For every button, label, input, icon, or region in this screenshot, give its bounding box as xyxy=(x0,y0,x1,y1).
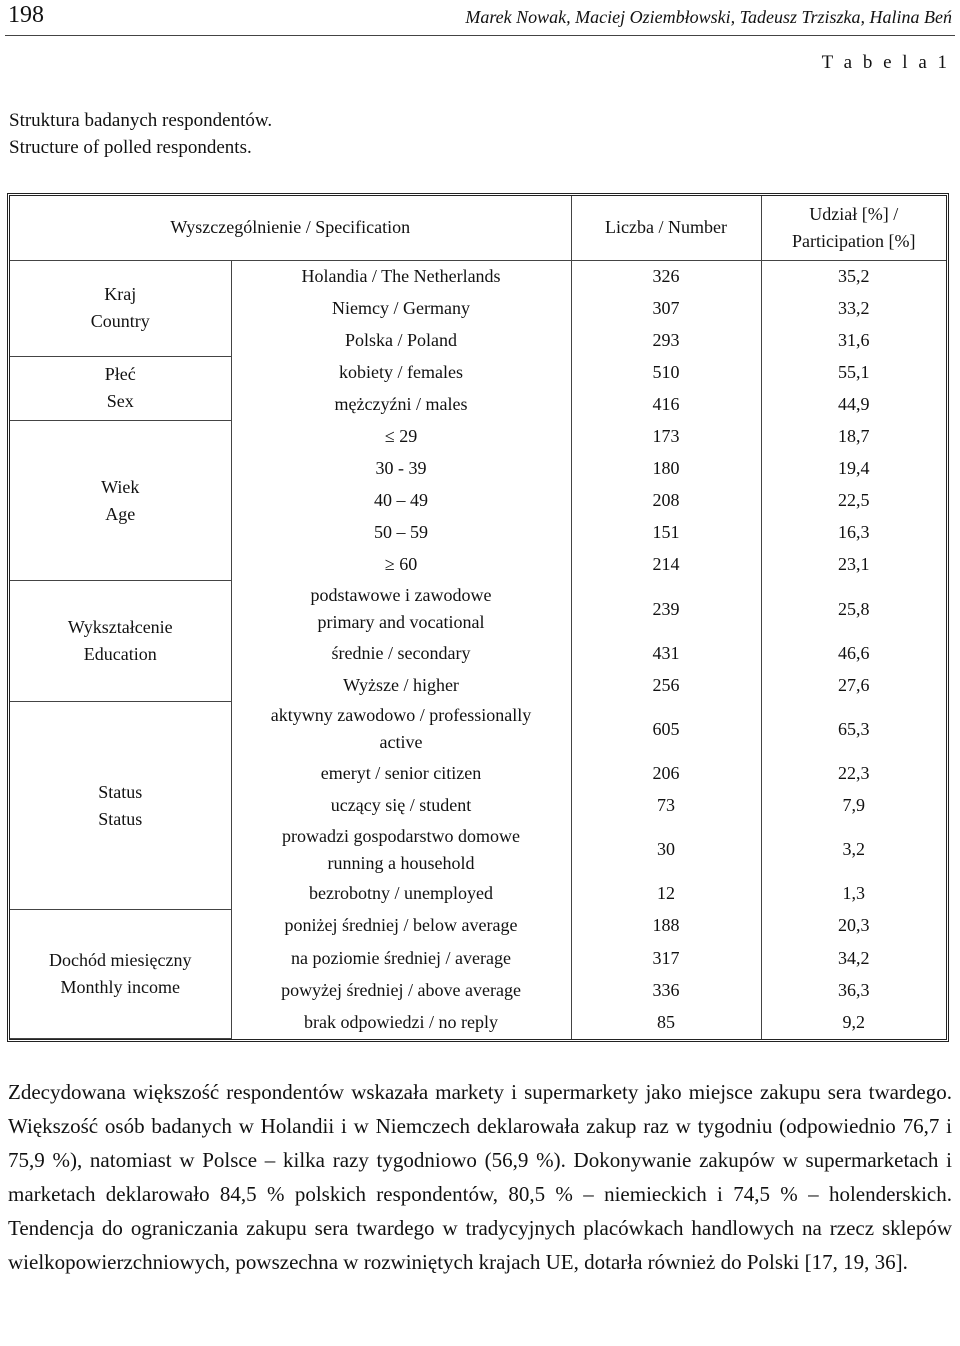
cell-specification xyxy=(231,260,571,292)
cell-specification xyxy=(231,388,571,420)
cell-participation: 23,1 xyxy=(761,549,946,581)
cell-specification-text-line2: active xyxy=(379,732,423,753)
cell-specification-text: bezrobotny / unemployed xyxy=(309,883,493,904)
cell-number: 336 xyxy=(571,974,761,1006)
cell-specification-text: 50 – 59 xyxy=(374,522,428,543)
group-label-line1: Status xyxy=(98,781,143,802)
cell-specification-text-line2: primary and vocational xyxy=(317,612,485,633)
cell-number: 206 xyxy=(571,757,761,789)
cell-number: 180 xyxy=(571,453,761,485)
cell-participation: 27,6 xyxy=(761,669,946,701)
cell-specification-text: 30 - 39 xyxy=(375,458,427,479)
cell-specification xyxy=(231,910,571,942)
group-label xyxy=(10,910,231,1039)
cell-specification xyxy=(231,453,571,485)
table-row xyxy=(10,420,946,452)
cell-number: 256 xyxy=(571,669,761,701)
cell-number: 208 xyxy=(571,485,761,517)
group-label-line1: Płeć xyxy=(104,364,136,385)
cell-number: 173 xyxy=(571,420,761,452)
cell-specification xyxy=(231,292,571,324)
cell-specification-text: 40 – 49 xyxy=(374,490,428,511)
table-row xyxy=(10,910,946,942)
cell-number: 188 xyxy=(571,910,761,942)
cell-specification-text: uczący się / student xyxy=(330,795,472,816)
table-label: T a b e l a 1 xyxy=(821,52,950,73)
group-label-line2: Sex xyxy=(106,391,134,412)
cell-number: 12 xyxy=(571,878,761,910)
table-row xyxy=(10,356,946,388)
group-label-line1: Dochód miesięczny xyxy=(49,950,192,971)
cell-number: 151 xyxy=(571,517,761,549)
cell-participation: 7,9 xyxy=(761,790,946,822)
cell-participation: 65,3 xyxy=(761,701,946,757)
cell-number: 85 xyxy=(571,1006,761,1038)
table-body xyxy=(10,260,946,1039)
table-caption-english: Structure of polled respondents. xyxy=(9,137,252,158)
group-label-line1: Wiek xyxy=(101,476,140,497)
cell-specification-text: brak odpowiedzi / no reply xyxy=(304,1011,498,1032)
cell-number: 214 xyxy=(571,549,761,581)
cell-participation: 35,2 xyxy=(761,260,946,292)
table-row xyxy=(10,581,946,637)
cell-number: 431 xyxy=(571,637,761,669)
cell-specification-text: poniżej średniej / below average xyxy=(284,915,518,936)
header-participation-line1: Udział [%] / xyxy=(809,203,899,224)
cell-participation: 22,5 xyxy=(761,485,946,517)
group-label xyxy=(10,260,231,356)
cell-specification-text: Wyższe / higher xyxy=(343,674,459,695)
cell-specification xyxy=(231,757,571,789)
cell-participation: 1,3 xyxy=(761,878,946,910)
cell-participation: 31,6 xyxy=(761,324,946,356)
cell-specification-text: Niemcy / Germany xyxy=(332,297,470,318)
table-row xyxy=(10,701,946,757)
cell-specification-text: kobiety / females xyxy=(339,361,463,382)
cell-specification-text: na poziomie średniej / average xyxy=(291,947,511,968)
group-label xyxy=(10,356,231,420)
group-label-line2: Country xyxy=(90,311,150,332)
cell-specification xyxy=(231,942,571,974)
cell-participation: 44,9 xyxy=(761,388,946,420)
page-number: 198 xyxy=(8,2,44,28)
table-caption-polish: Struktura badanych respondentów. xyxy=(9,110,273,131)
group-label xyxy=(10,581,231,701)
cell-number: 326 xyxy=(571,260,761,292)
cell-participation: 33,2 xyxy=(761,292,946,324)
header-participation xyxy=(761,196,946,260)
cell-number: 30 xyxy=(571,822,761,878)
cell-specification-text: aktywny zawodowo / professionally xyxy=(270,705,532,726)
cell-specification xyxy=(231,790,571,822)
cell-participation: 25,8 xyxy=(761,581,946,637)
group-label-line2: Monthly income xyxy=(60,977,180,998)
cell-number: 307 xyxy=(571,292,761,324)
cell-specification xyxy=(231,822,571,878)
cell-specification xyxy=(231,581,571,637)
cell-specification xyxy=(231,1006,571,1038)
cell-participation: 55,1 xyxy=(761,356,946,388)
cell-number: 73 xyxy=(571,790,761,822)
cell-specification xyxy=(231,878,571,910)
cell-specification-text-line2: running a household xyxy=(327,852,475,873)
header-rule xyxy=(5,35,955,36)
cell-specification-text: prowadzi gospodarstwo domowe xyxy=(282,825,520,846)
cell-participation: 22,3 xyxy=(761,757,946,789)
cell-participation: 36,3 xyxy=(761,974,946,1006)
cell-participation: 20,3 xyxy=(761,910,946,942)
group-label-line1: Wykształcenie xyxy=(67,617,173,638)
table-header-row xyxy=(10,196,946,260)
cell-specification xyxy=(231,517,571,549)
group-label-line1: Kraj xyxy=(104,284,137,305)
cell-specification-text: ≥ 60 xyxy=(384,554,418,575)
cell-participation: 18,7 xyxy=(761,420,946,452)
body-paragraph: Zdecydowana większość respondentów wskazała markety i supermarkety jako miejsce zakupu sera twardego. Większość osób badanych w Holandii i w Niemczech deklarowała zakup raz w tygodniu (odpowiednio 76,7 i 75,9 %), natomiast w Polsce – kilka razy tygodniowo (56,9 %). Dokonywanie zakupów w supermarketach i marketach deklarowało 84,5 % polskich respondentów, 80,5 % – niemieckich i 74,5 % – holenderskich. Tendencja do ograniczania zakupu sera twardego w tradycyjnych placówkach handlowych na rzecz sklepów wielkopowierzchniowych, powszechna w rozwiniętych krajach UE, dotarła również do Polski [17, 19, 36]. xyxy=(8,1080,952,1274)
cell-number: 605 xyxy=(571,701,761,757)
cell-specification-text: Holandia / The Netherlands xyxy=(301,265,501,286)
cell-specification xyxy=(231,701,571,757)
group-label-line2: Status xyxy=(98,808,143,829)
cell-specification xyxy=(231,549,571,581)
cell-number: 293 xyxy=(571,324,761,356)
group-label-line2: Age xyxy=(105,503,136,524)
cell-number: 416 xyxy=(571,388,761,420)
running-head-authors: Marek Nowak, Maciej Oziembłowski, Tadeusz Trziszka, Halina Beń xyxy=(465,7,952,27)
group-label-line2: Education xyxy=(83,644,157,665)
cell-specification-text: ≤ 29 xyxy=(384,426,418,447)
cell-specification xyxy=(231,324,571,356)
header-participation-line2: Participation [%] xyxy=(792,230,916,251)
cell-specification xyxy=(231,356,571,388)
cell-participation: 46,6 xyxy=(761,637,946,669)
cell-specification-text: podstawowe i zawodowe xyxy=(310,585,492,606)
cell-participation: 34,2 xyxy=(761,942,946,974)
group-label xyxy=(10,420,231,580)
cell-specification-text: Polska / Poland xyxy=(345,329,458,350)
cell-specification xyxy=(231,420,571,452)
respondents-table xyxy=(10,196,946,1039)
table-row xyxy=(10,260,946,292)
cell-number: 510 xyxy=(571,356,761,388)
cell-specification xyxy=(231,485,571,517)
cell-participation: 16,3 xyxy=(761,517,946,549)
cell-participation: 3,2 xyxy=(761,822,946,878)
cell-specification xyxy=(231,669,571,701)
cell-specification-text: emeryt / senior citizen xyxy=(320,763,482,784)
cell-number: 317 xyxy=(571,942,761,974)
cell-specification xyxy=(231,974,571,1006)
cell-specification-text: średnie / secondary xyxy=(331,642,471,663)
cell-number: 239 xyxy=(571,581,761,637)
cell-participation: 9,2 xyxy=(761,1006,946,1038)
header-specification: Wyszczególnienie / Specification xyxy=(10,196,571,260)
respondents-table-frame xyxy=(7,193,949,1042)
cell-specification-text: powyżej średniej / above average xyxy=(281,979,521,1000)
cell-participation: 19,4 xyxy=(761,453,946,485)
group-label xyxy=(10,701,231,910)
header-number: Liczba / Number xyxy=(571,196,761,260)
cell-specification-text: mężczyźni / males xyxy=(334,393,468,414)
cell-specification xyxy=(231,637,571,669)
